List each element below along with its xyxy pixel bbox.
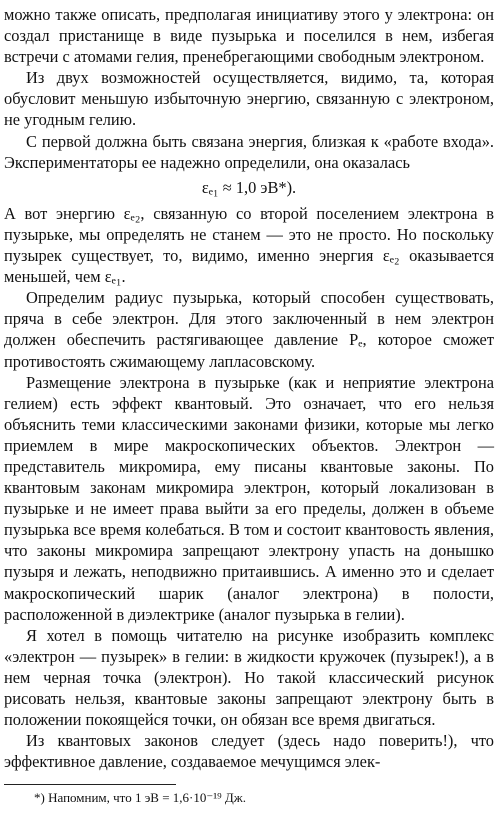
- paragraph-5: Определим радиус пузырька, который способен существовать, пряча в себе электрон. Для этого заключенный в нем электрон должен обеспечить растягивающее давление Pₑ, которое сможет противостоять сжимающему лапласовскому.: [4, 288, 494, 371]
- footnote-divider: [4, 784, 176, 785]
- paragraph-2: Из двух возможностей осуществляется, видимо, та, которая обусловит меньшую избыточную энергию, связанную с электроном, не угодным гелию.: [4, 68, 494, 130]
- paragraph-1: можно также описать, предполагая инициативу этого у электрона: он создал пристанище в виде пузырька и поселился в нем, избегая встречи с атомами гелия, пренебрегающими свободным электроном.: [4, 5, 494, 67]
- paragraph-4: А вот энергию εₑ₂, связанную со второй поселением электрона в пузырьке, мы определять не станем — это не просто. Но поскольку пузырек существует, то, видимо, именно энергия εₑ₂ оказывается меньшей, чем εₑ₁.: [4, 203, 494, 287]
- paragraph-7: Я хотел в помощь читателю на рисунке изобразить комплекс «электрон — пузырек» в гелии: в жидкости кружочек (пузырек!), а в нем черная точка (электрон). Но такой классический рисунок рисовать нельзя, квантовые законы запрещают электрону быть в положении покоящейся точки, он обязан все время двигаться.: [4, 625, 494, 730]
- paragraph-3: С первой должна быть связана энергия, близкая к «работе входа». Экспериментаторы ее надежно определили, она оказалась: [4, 131, 494, 172]
- footnote: *) Напомним, что 1 эВ = 1,6·10⁻¹⁹ Дж.: [34, 790, 246, 806]
- paragraph-6: Размещение электрона в пузырьке (как и неприятие электрона гелием) есть эффект квантовый. Это означает, что его нельзя объяснить теми классическими законами физики, которые мы легко приемлем в мире макроскопических объектов. Электрон — представитель микромира, ему писаны квантовые законы. По квантовым законам микромира электрон, который локализован в пузырьке и не имеет права выйти за его пределы, должен в объеме пузырька все время колебаться. В том и состоит квантовость явления, что законы микромира запрещают электрону упасть на донышко пузыря и лежать, неподвижно притаившись. А именно это и сделает макроскопический шарик (аналог электрона) в полости, расположенной в диэлектрике (аналог пузырька в гелии).: [4, 372, 494, 624]
- paragraph-8: Из квантовых законов следует (здесь надо поверить!), что эффективное давление, создаваемое мечущимся элек-: [4, 731, 494, 772]
- formula-work-function: εₑ₁ ≈ 1,0 эВ*).: [201, 177, 297, 197]
